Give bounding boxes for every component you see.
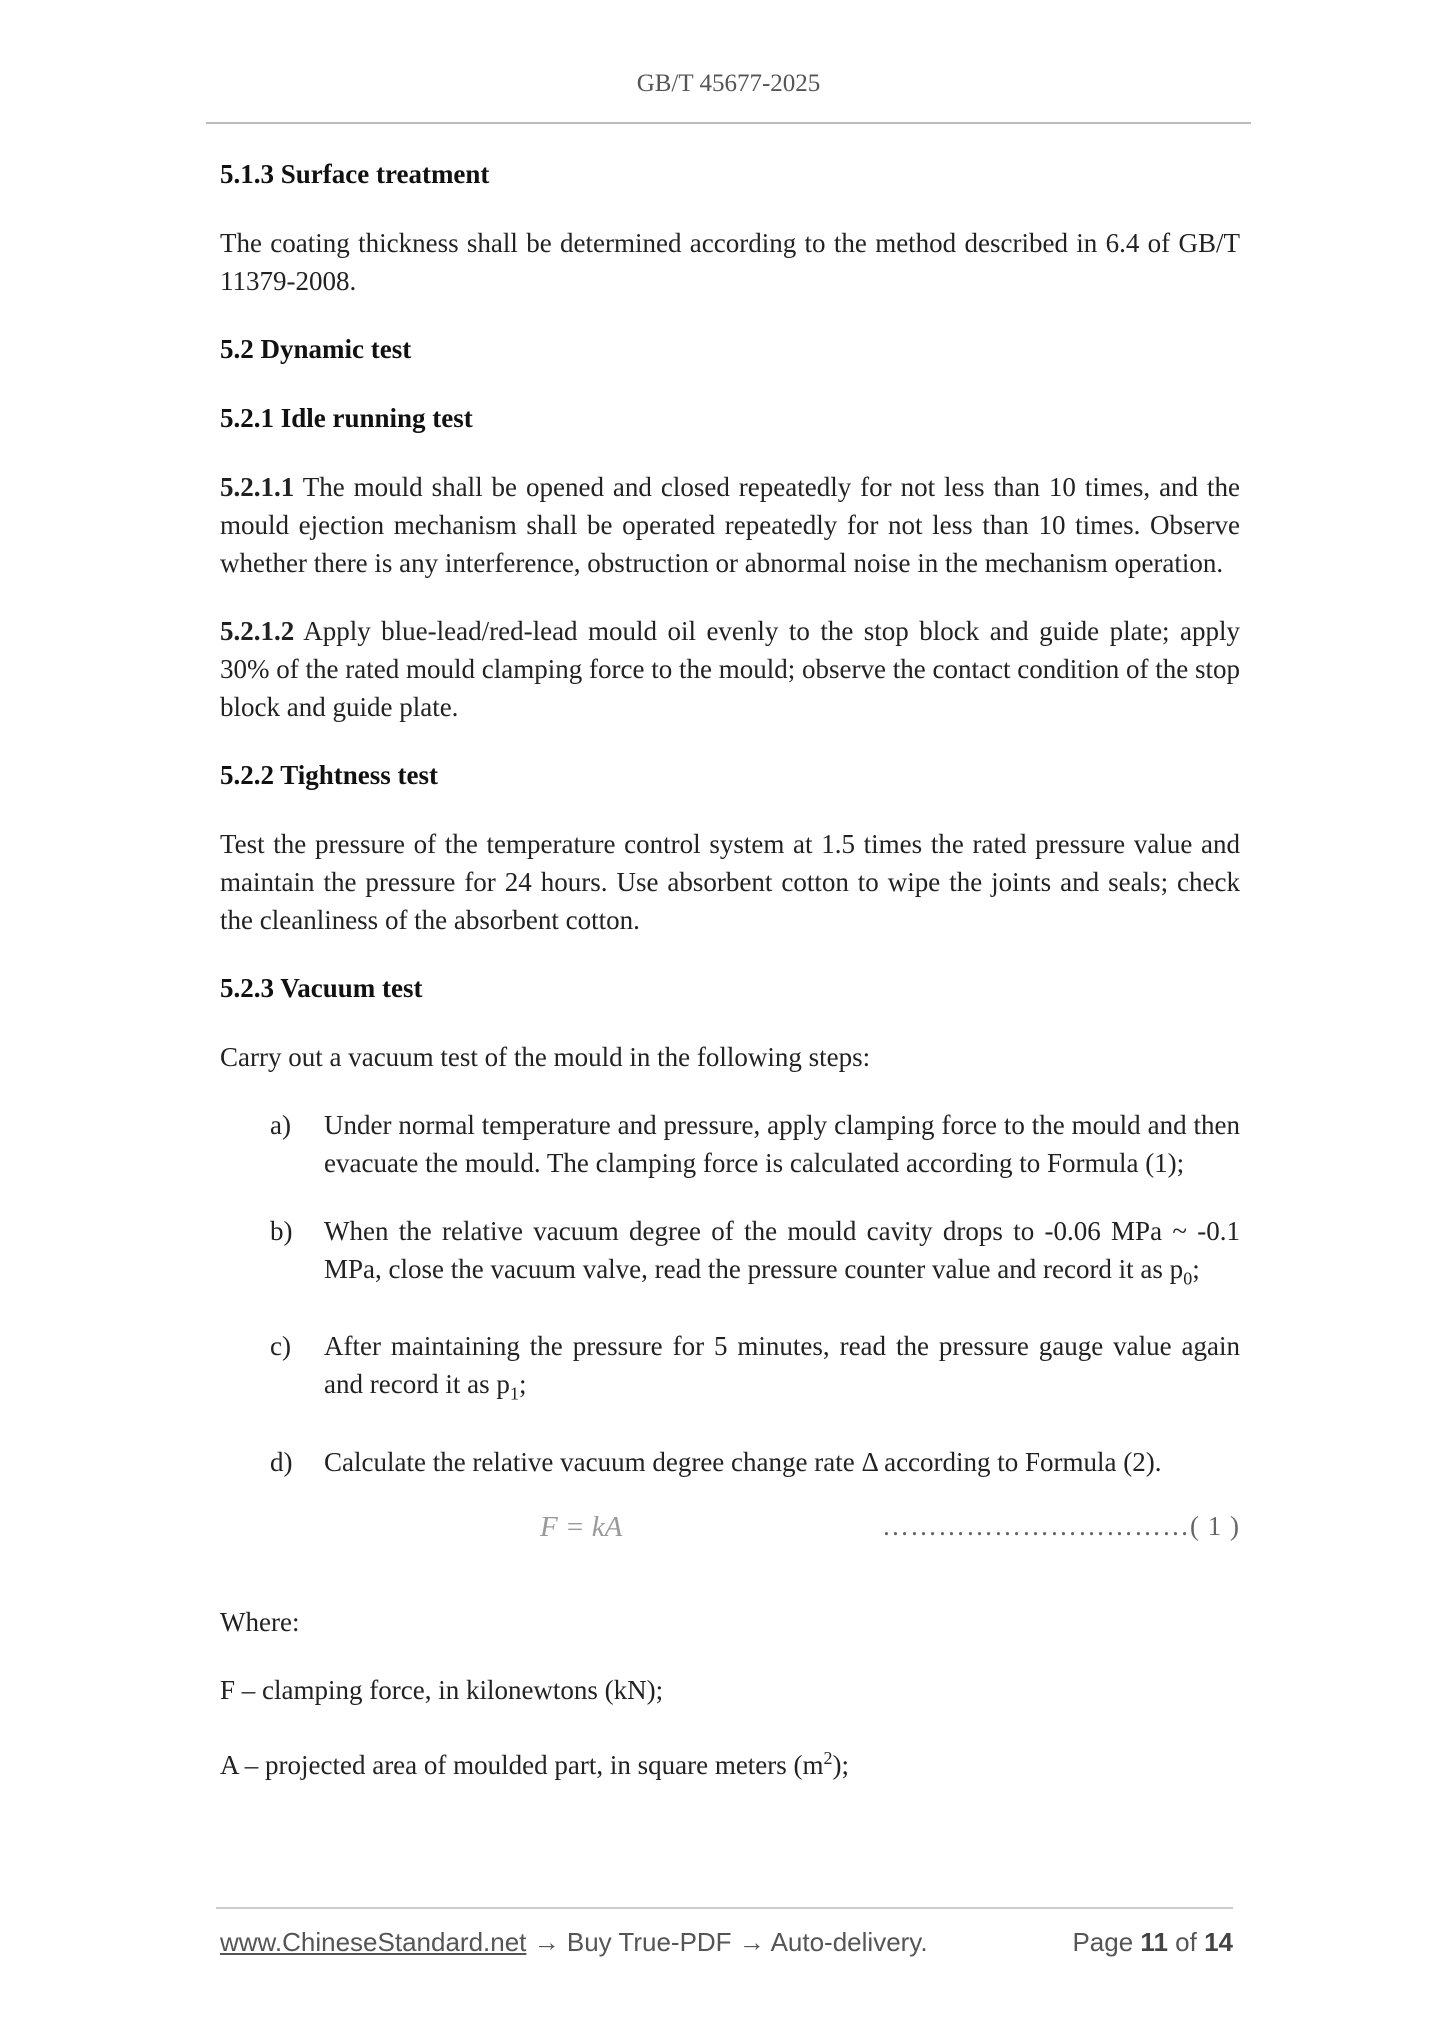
page-footer bbox=[220, 1927, 1233, 1958]
page-number: 11 bbox=[1140, 1927, 1168, 1957]
formula-number: ……………………………( 1 ) bbox=[882, 1510, 1240, 1541]
heading-5-2-3: 5.2.3 Vacuum test bbox=[220, 973, 423, 1003]
page-indicator bbox=[1072, 1927, 1233, 1958]
footer-divider bbox=[216, 1907, 1233, 1909]
footer-tagline: → Buy True-PDF → Auto-delivery. bbox=[526, 1927, 928, 1957]
page-word: Page bbox=[1072, 1927, 1134, 1957]
list-item bbox=[220, 1327, 1240, 1412]
list-item-tail: ; bbox=[518, 1369, 527, 1400]
where-label: Where: bbox=[220, 1606, 300, 1637]
clause-number: 5.2.1.2 bbox=[220, 616, 295, 646]
list-item-tail: ; bbox=[1192, 1254, 1200, 1284]
clause-5-2-1-2 bbox=[220, 612, 1240, 726]
vacuum-test-intro: Carry out a vacuum test of the mould in the following steps: bbox=[220, 1042, 871, 1072]
clause-5-2-1-1 bbox=[220, 468, 1240, 582]
list-marker: b) bbox=[270, 1216, 293, 1246]
heading-5-2: 5.2 Dynamic test bbox=[220, 334, 412, 364]
surface-treatment-text: The coating thickness shall be determined according to the method described in 6.4 of GB/T 11379-2008. bbox=[220, 228, 1240, 296]
heading-5-1-3: 5.1.3 Surface treatment bbox=[220, 159, 490, 189]
tightness-test-text: Test the pressure of the temperature control system at 1.5 times the rated pressure value and maintain the pressure for 24 hours. Use absorbent cotton to wipe the joints and seals; check the cleanliness of the absorbent cotton. bbox=[220, 829, 1240, 935]
formula-1 bbox=[220, 1511, 1240, 1551]
list-item-text: Calculate the relative vacuum degree change rate Δ according to Formula (2). bbox=[324, 1446, 1162, 1477]
definition-tail: ); bbox=[832, 1749, 850, 1780]
list-item-text: Under normal temperature and pressure, apply clamping force to the mould and then evacuate the mould. The clamping force is calculated according to Formula (1); bbox=[324, 1110, 1240, 1178]
definition-text: A – projected area of moulded part, in square meters (m bbox=[220, 1749, 824, 1780]
heading-5-2-2: 5.2.2 Tightness test bbox=[220, 760, 439, 790]
list-item-text: When the relative vacuum degree of the mould cavity drops to -0.06 MPa ~ -0.1 MPa, close the vacuum valve, read the pressure counter value and record it as p bbox=[324, 1216, 1240, 1284]
subscript: 0 bbox=[1183, 1268, 1193, 1289]
clause-number: 5.2.1.1 bbox=[220, 472, 295, 502]
definition-f: F – clamping force, in kilonewtons (kN); bbox=[220, 1674, 664, 1705]
subscript: 1 bbox=[509, 1383, 519, 1404]
clause-text: Apply blue-lead/red-lead mould oil evenly to the stop block and guide plate; apply 30% of the rated mould clamping force to the mould; observe the contact condition of the stop block and guide plate. bbox=[220, 616, 1240, 722]
document-header: GB/T 45677-2025 bbox=[636, 70, 821, 97]
formula-expression: F = kA bbox=[540, 1510, 623, 1543]
page-total: 14 bbox=[1204, 1927, 1233, 1957]
definition-a bbox=[220, 1739, 1240, 1784]
list-item-text: After maintaining the pressure for 5 minutes, read the pressure gauge value again and record it as p bbox=[324, 1331, 1240, 1400]
page-body bbox=[220, 155, 1240, 1814]
list-item bbox=[220, 1106, 1240, 1182]
list-item bbox=[220, 1212, 1240, 1297]
superscript: 2 bbox=[823, 1747, 833, 1768]
clause-text: The mould shall be opened and closed repeatedly for not less than 10 times, and the mould ejection mechanism shall be operated repeatedly for not less than 10 times. Observe whether there is any interference, obstruction or abnormal noise in the mechanism operation. bbox=[220, 472, 1240, 578]
heading-5-2-1: 5.2.1 Idle running test bbox=[220, 403, 473, 433]
list-marker: d) bbox=[270, 1446, 293, 1477]
header-divider bbox=[206, 122, 1251, 124]
list-marker: c) bbox=[270, 1331, 291, 1362]
list-item bbox=[220, 1443, 1240, 1481]
list-marker: a) bbox=[270, 1110, 291, 1140]
of-word: of bbox=[1175, 1927, 1197, 1957]
website-link[interactable]: www.ChineseStandard.net bbox=[220, 1927, 527, 1957]
vacuum-test-steps bbox=[220, 1106, 1240, 1481]
